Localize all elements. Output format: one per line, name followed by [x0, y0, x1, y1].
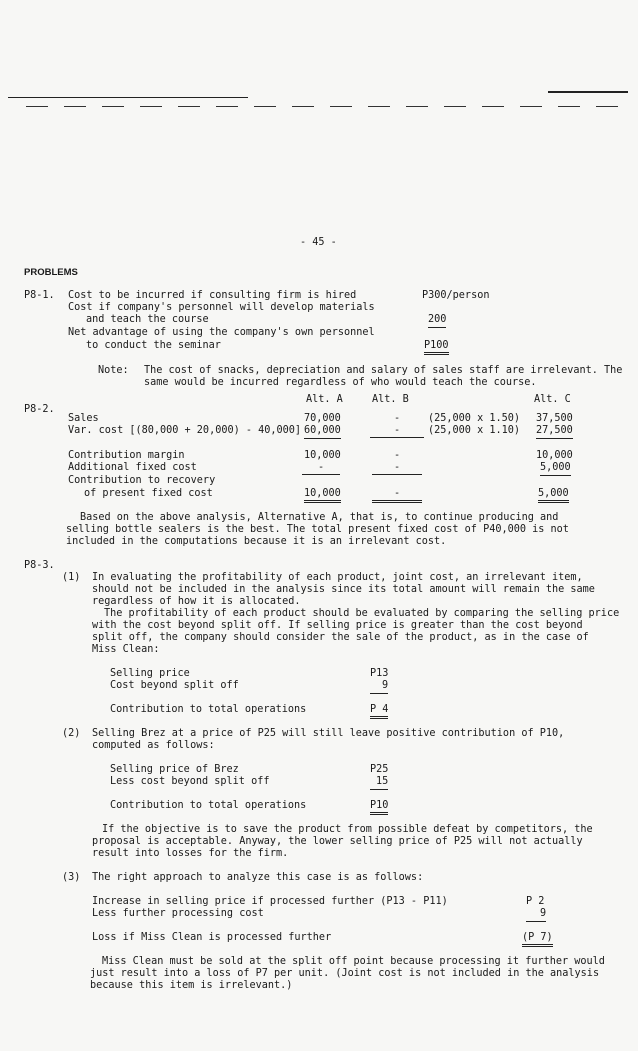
p83-part3-para: just result into a loss of P7 per unit. (Joint cost is not included in the analysis: [90, 968, 600, 979]
p82-label: P8-2.: [24, 404, 55, 415]
p83-part1-amount: 9: [370, 679, 388, 694]
p82-row-label: Contribution margin: [68, 450, 185, 461]
p82-row-label: Additional fixed cost: [68, 462, 197, 473]
problems-heading: PROBLEMS: [24, 267, 78, 278]
p82-alt-c: 10,000: [536, 450, 573, 461]
p81-amount: P100: [424, 339, 449, 355]
p83-part3-line: The right approach to analyze this case is as follows:: [92, 872, 424, 883]
p82-alt-c: 27,500: [536, 424, 573, 439]
p83-part1-line: In evaluating the profitability of each product, joint cost, an irrelevant item,: [92, 572, 583, 583]
p83-part1-num: (1): [62, 572, 81, 583]
p82-alt-b: -: [372, 461, 422, 475]
p83-part3-row-label: Less further processing cost: [92, 908, 264, 919]
p83-part1-line: The profitability of each product should be evaluated by comparing the selling price: [104, 608, 620, 619]
p82-calc: (25,000 x 1.10): [428, 425, 521, 436]
p82-row-label: Contribution to recovery: [68, 475, 216, 486]
top-scan-line: [8, 97, 248, 98]
p82-paragraph-line: Based on the above analysis, Alternative A, that is, to continue producing and: [80, 512, 559, 523]
p83-part3-row-label: Loss if Miss Clean is processed further: [92, 932, 332, 943]
alt-c-header: Alt. C: [534, 394, 571, 405]
p83-part2-row-label: Less cost beyond split off: [110, 776, 270, 787]
p83-part3-para: Miss Clean must be sold at the split off point because processing it further would: [102, 956, 605, 967]
p82-alt-c: 5,000: [540, 461, 571, 476]
p83-part3-amount: P 2: [526, 896, 545, 907]
p83-part2-line: Selling Brez at a price of P25 will still leave positive contribution of P10,: [92, 728, 565, 739]
p81-line: and teach the course: [86, 314, 209, 325]
p82-alt-c: 5,000: [538, 487, 569, 503]
p83-part2-amount: P25: [370, 764, 389, 775]
p82-alt-c: 37,500: [536, 413, 573, 424]
p81-note-line: The cost of snacks, depreciation and salary of sales staff are irrelevant. The: [144, 365, 623, 376]
p83-part2-row-label: Contribution to total operations: [110, 800, 307, 811]
alt-b-header: Alt. B: [372, 394, 409, 405]
p83-part2-row-label: Selling price of Brez: [110, 764, 239, 775]
p81-amount: P300/person: [422, 290, 490, 301]
p83-part2-line: computed as follows:: [92, 740, 215, 751]
p82-alt-a: 10,000: [304, 487, 341, 503]
p83-part3-amount: 9: [526, 907, 546, 922]
p83-part2-para: If the objective is to save the product from possible defeat by competitors, the: [102, 824, 593, 835]
p82-alt-b: -: [372, 487, 422, 503]
p83-label: P8-3.: [24, 560, 55, 571]
p82-row-label: of present fixed cost: [84, 488, 213, 499]
p82-alt-a: 70,000: [304, 413, 341, 424]
page-number: - 45 -: [300, 237, 337, 248]
p83-part3-amount: (P 7): [522, 931, 553, 947]
p81-label: P8-1.: [24, 290, 55, 301]
p83-part1-line: regardless of how it is allocated.: [92, 596, 301, 607]
p81-line: Net advantage of using the company's own personnel: [68, 327, 375, 338]
top-scan-line-right: [548, 91, 628, 93]
p82-alt-b: -: [394, 450, 401, 461]
p82-alt-a: 10,000: [304, 450, 341, 461]
p83-part1-row-label: Selling price: [110, 668, 190, 679]
p82-alt-b: -: [370, 424, 424, 438]
p82-row-label: Var. cost [(80,000 + 20,000) - 40,000]: [68, 425, 302, 436]
p83-part2-num: (2): [62, 728, 81, 739]
p83-part1-row-label: Contribution to total operations: [110, 704, 307, 715]
p83-part2-amount: P10: [370, 799, 388, 815]
p83-part1-amount: P13: [370, 668, 389, 679]
p83-part1-line: with the cost beyond split off. If selling price is greater than the cost beyond: [92, 620, 583, 631]
p83-part1-line: Miss Clean:: [92, 644, 160, 655]
alt-a-header: Alt. A: [306, 394, 343, 405]
p82-alt-a: -: [302, 461, 340, 475]
p83-part2-amount: 15: [370, 775, 388, 790]
p83-part1-amount: P 4: [370, 703, 388, 719]
p81-note-line: same would be incurred regardless of who would teach the course.: [144, 377, 537, 388]
p82-calc: (25,000 x 1.50): [428, 413, 521, 424]
p83-part1-line: split off, the company should consider the sale of the product, as in the case of: [92, 632, 589, 643]
p82-paragraph-line: selling bottle sealers is the best. The total present fixed cost of P40,000 is not: [66, 524, 569, 535]
p83-part3-row-label: Increase in selling price if processed further (P13 - P11): [92, 896, 448, 907]
p82-alt-b: -: [394, 413, 401, 424]
p81-line: Cost to be incurred if consulting firm is hired: [68, 290, 357, 301]
p82-alt-a: 60,000: [304, 424, 341, 439]
p81-line: Cost if company's personnel will develop materials: [68, 302, 375, 313]
p81-line: to conduct the seminar: [86, 340, 221, 351]
p82-row-label: Sales: [68, 413, 99, 424]
p81-amount: 200: [428, 313, 446, 328]
p83-part1-row-label: Cost beyond split off: [110, 680, 239, 691]
p81-note-label: Note:: [98, 365, 129, 376]
p82-paragraph-line: included in the computations because it is an irrelevant cost.: [66, 536, 447, 547]
p83-part3-para: because this item is irrelevant.): [90, 980, 293, 991]
p83-part2-para: result into losses for the firm.: [92, 848, 289, 859]
p83-part3-num: (3): [62, 872, 81, 883]
p83-part2-para: proposal is acceptable. Anyway, the lower selling price of P25 will not actually: [92, 836, 583, 847]
p83-part1-line: should not be included in the analysis since its total amount will remain the same: [92, 584, 595, 595]
